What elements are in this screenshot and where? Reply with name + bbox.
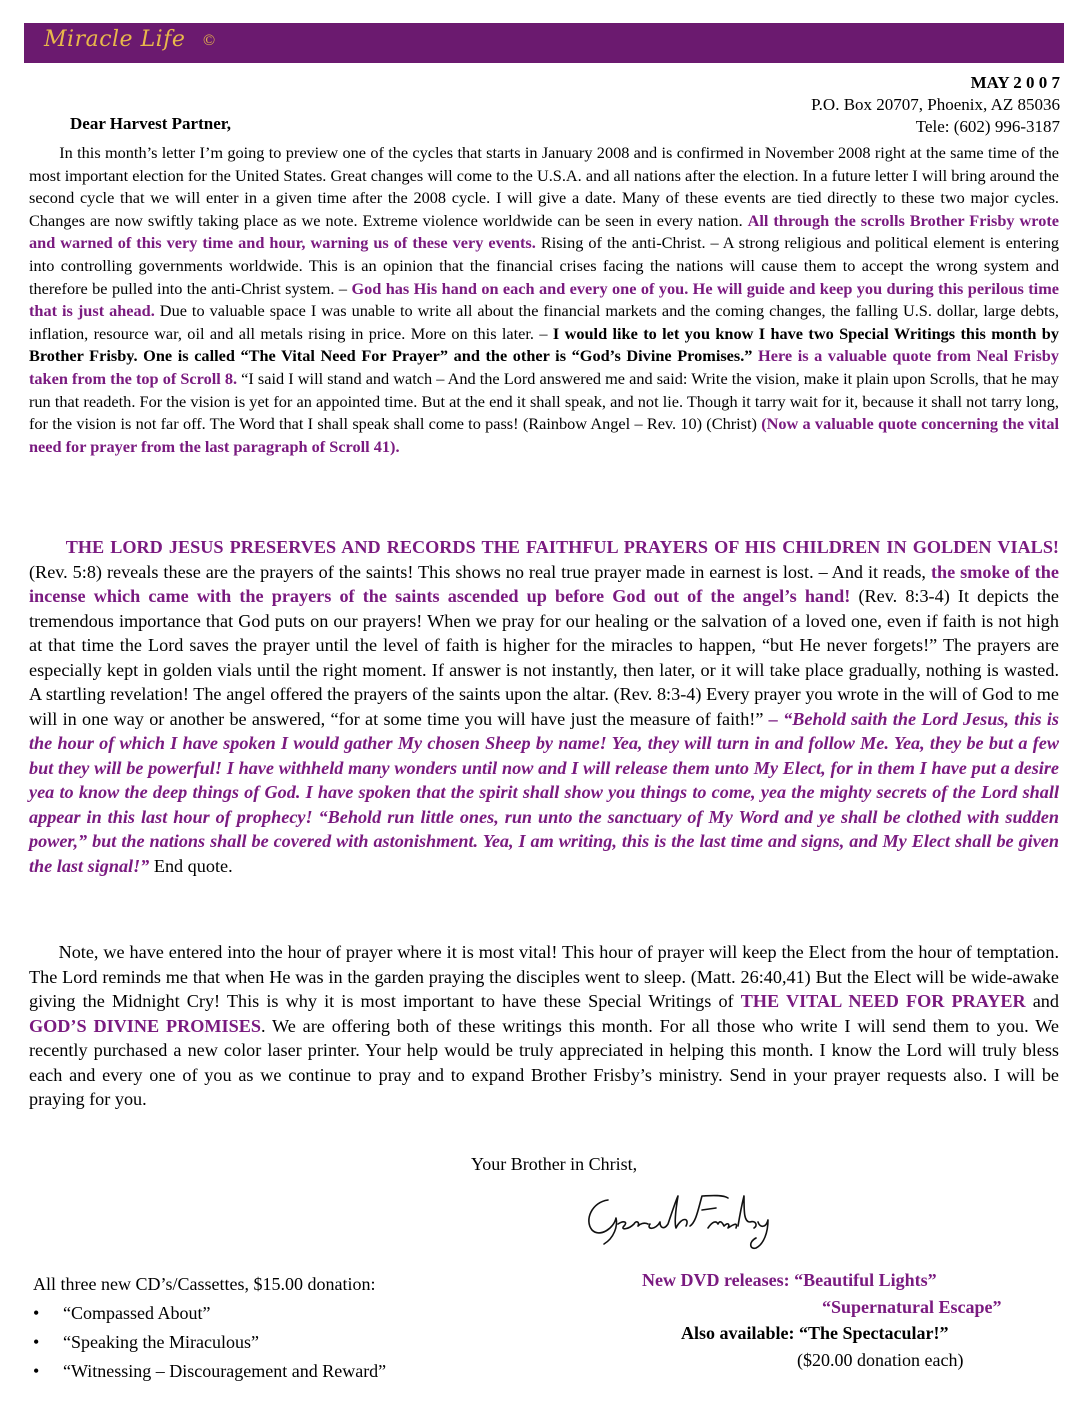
highlight-run: GOD’S DIVINE PROMISES (29, 1015, 261, 1036)
text-run: In this month’s letter I’m going to preview one of the cycles that starts in January 2008 and is confirmed in November 2008 right at the same time of the most important election for the United States. Great changes will come to the U.S.A. and all nations after the election. In a future letter I will bring around the second cycle that we will enter in a given time after the 2008 cycle. I will give a date. Many of these events are tied directly to these two major cycles. Changes are now swiftly taking place as we note. Extreme violence worldwide can be seen in every nation. (29, 143, 1059, 230)
highlight-run: All through the scrolls Brother Frisby wrote and warned of this very time and hour, warning us of these very events. (29, 210, 1059, 253)
paragraph-1 (29, 142, 1059, 458)
bullet-glyph: • (33, 1332, 40, 1352)
highlight-run: the smoke of the incense which came with the prayers of the saints ascended up before God out of the angel’s hand! (29, 561, 1059, 606)
cd-title: “Witnessing – Discouragement and Reward” (63, 1361, 387, 1381)
also-available-line: Also available: “The Spectacular!” (681, 1323, 949, 1343)
cd-heading: All three new CD’s/Cassettes, $15.00 donation: (33, 1274, 376, 1294)
mailing-address: P.O. Box 20707, Phoenix, AZ 85036 (811, 95, 1060, 114)
closing-line: Your Brother in Christ, (471, 1154, 638, 1174)
text-run: . We are offering both of these writings this month. For all those who write I will send them to you. We recently purchased a new color laser printer. Your help would be truly appreciated in helping this month. I know the Lord will truly bless each and every one of you as we continue to pray and to expand Brother Frisby’s ministry. Send in your prayer requests also. I will be praying for you. (29, 1015, 1059, 1109)
dvd-donation-line: ($20.00 donation each) (797, 1350, 964, 1370)
text-run: Rising of the anti-Christ. – A strong religious and political element is entering into controlling governments worldwide. This is an opinion that the financial crises facing the nations will cause them to accept the wrong system and therefore be pulled into the anti-Christ system. – (29, 233, 1059, 298)
bullet-glyph: • (33, 1361, 40, 1381)
paragraph-3 (29, 940, 1059, 1112)
highlight-run: (Now a valuable quote concerning the vital need for prayer from the last paragraph of Scroll 41). (29, 414, 1059, 456)
quote-run: – “Behold saith the Lord Jesus, this is the hour of which I have spoken I would gather My chosen Sheep by name! Yea, they will turn in and follow Me. Yea, they be but a few but they will be powerful! I have withheld many wonders until now and I will release them unto My Elect, for in them I have put a desire yea to know the deep things of God. I have spoken that the spirit shall show you things to come, yea the mighty secrets of the Lord shall appear in this last hour of prophecy! “Behold run little ones, run unto the sanctuary of My Word and ye shall be clothed with sudden power,” but the nations shall be covered with astonishment. Yea, I am writing, this is the last time and signs, and My Elect shall be given the last signal!” (29, 708, 1059, 876)
dvd-release-line: New DVD releases: “Beautiful Lights” (642, 1270, 937, 1290)
miracle-life-logo: Miracle Life (44, 27, 186, 52)
text-run: Due to valuable space I was unable to write all about the financial markets and the coming changes, the falling U.S. dollar, large debts, inflation, resource war, oil and all metals rising in price. More on this later. – (29, 301, 1059, 343)
text-run: (Rev. 8:3-4) It depicts the tremendous importance that God puts on our prayers! When we pray for our healing or the salvation of a loved one, even if faith is not high at that time the Lord saves the prayer until the level of faith is higher for the miracles to happen, “but He never forgets!” The prayers are especially kept in golden vials until the right moment. If answer is not instantly, then later, or it will take place gradually, nothing is wasted. A startling revelation! The angel offered the prayers of the saints upon the altar. (Rev. 8:3-4) Every prayer you wrote in the will of God to me will in one way or another be answered, “for at some time you will have just the measure of faith!” (29, 586, 1060, 729)
highlight-run: THE VITAL NEED FOR PRAYER (740, 991, 1026, 1011)
phone-number: Tele: (602) 996-3187 (915, 117, 1060, 136)
text-run: “I said I will stand and watch – And the Lord answered me and said: Write the vision, make it plain upon Scrolls, that he may run that readeth. For the vision is yet for an appointed time. But at the end it shall speak, and not lie. Though it tarry wait for it, because it shall not tarry long, for the vision is not far off. The Word that I shall speak shall come to pass! (Rainbow Angel – Rev. 10) (Christ) (29, 368, 1059, 434)
dvd-title-line: “Supernatural Escape” (822, 1297, 1002, 1317)
cd-title: “Speaking the Miraculous” (63, 1332, 259, 1352)
list-item (33, 1357, 386, 1386)
text-run: (Rev. 5:8) reveals these are the prayers of the saints! This shows no real true prayer made in earnest is lost. – And it reads, (29, 561, 931, 582)
highlight-run: THE LORD JESUS PRESERVES AND RECORDS THE FAITHFUL PRAYERS OF HIS CHILDREN IN GOLDEN VIALS! (65, 537, 1059, 557)
cd-offer (33, 1270, 386, 1386)
list-item (33, 1328, 386, 1357)
handwritten-signature (578, 1186, 798, 1252)
highlight-run: Here is a valuable quote from Neal Frisby taken from the top of Scroll 8. (29, 346, 1059, 388)
list-item (33, 1299, 386, 1328)
text-run: and (1025, 991, 1059, 1011)
salutation: Dear Harvest Partner, (70, 114, 231, 133)
bullet-glyph: • (33, 1303, 40, 1323)
bold-run: I would like to let you know I have two Special Writings this month by Brother Frisby. One is called “The Vital Need For Prayer” and the other is “God’s Divine Promises.” (29, 323, 1059, 366)
letter-header (811, 72, 1060, 138)
copyright-symbol: © (203, 32, 216, 49)
highlight-run: God has His hand on each and every one of you. He will guide and keep you during this perilous time that is just ahead. (29, 278, 1059, 321)
paragraph-2 (29, 535, 1059, 878)
header-banner (24, 23, 1064, 63)
letter-date: MAY 2 0 0 7 (970, 73, 1060, 92)
text-run: End quote. (149, 855, 233, 876)
text-run: Note, we have entered into the hour of prayer where it is most vital! This hour of prayer will keep the Elect from the hour of temptation. The Lord reminds me that when He was in the garden praying the disciples went to sleep. (Matt. 26:40,41) But the Elect will be wide-awake giving the Midnight Cry! This is why it is most important to have these Special Writings of (29, 942, 1059, 1011)
cd-title: “Compassed About” (63, 1303, 211, 1323)
